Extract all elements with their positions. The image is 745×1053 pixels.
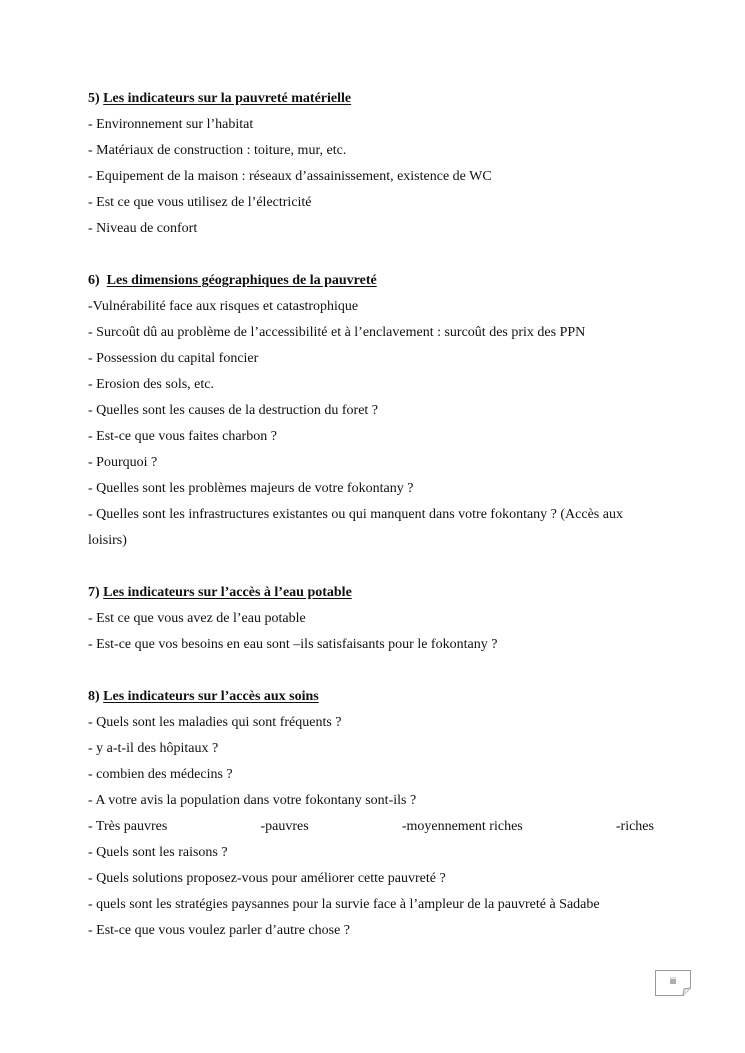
list-item: - Equipement de la maison : réseaux d’assainissement, existence de WC <box>88 169 492 184</box>
page-number-box <box>655 970 691 996</box>
list-item: - Est ce que vous avez de l’eau potable <box>88 611 306 626</box>
section-title: Les dimensions géographiques de la pauvreté <box>106 273 377 288</box>
list-item: - quels sont les stratégies paysannes pour la survie face à l’ampleur de la pauvreté à Sadabe <box>88 897 600 912</box>
choice-moyennement-riches: -moyennement riches <box>401 819 523 834</box>
section-title: Les indicateurs sur l’accès à l’eau potable <box>103 585 352 600</box>
spacer <box>88 658 658 684</box>
document-body <box>88 86 658 944</box>
list-item: - Matériaux de construction : toiture, mur, etc. <box>88 143 347 158</box>
section-number: 5) <box>88 91 100 106</box>
section-title: Les indicateurs sur la pauvreté matérielle <box>103 91 352 106</box>
section-title: Les indicateurs sur l’accès aux soins <box>103 689 319 704</box>
choice-pauvres: -pauvres <box>260 819 309 834</box>
list-item: - Possession du capital foncier <box>88 351 259 366</box>
section-6-heading <box>88 268 658 294</box>
list-item: - Quelles sont les problèmes majeurs de votre fokontany ? <box>88 481 414 496</box>
list-item: - Est-ce que vous voulez parler d’autre chose ? <box>88 923 350 938</box>
list-item: - Quels sont les raisons ? <box>88 845 228 860</box>
list-item: - Erosion des sols, etc. <box>88 377 214 392</box>
poverty-level-choices <box>88 814 654 840</box>
section-8-heading <box>88 684 658 710</box>
spacer <box>88 554 658 580</box>
choice-tres-pauvres: - Très pauvres <box>88 819 168 834</box>
list-item: - Est ce que vous utilisez de l’électricité <box>88 195 312 210</box>
list-item: - Quelles sont les causes de la destruction du foret ? <box>88 403 379 418</box>
list-item: - A votre avis la population dans votre fokontany sont-ils ? <box>88 793 417 808</box>
list-item: - Environnement sur l’habitat <box>88 117 254 132</box>
list-item: - Quels solutions proposez-vous pour améliorer cette pauvreté ? <box>88 871 446 886</box>
list-item: - y a-t-il des hôpitaux ? <box>88 741 219 756</box>
list-item: - Quels sont les maladies qui sont fréquents ? <box>88 715 342 730</box>
list-item: - Niveau de confort <box>88 221 198 236</box>
section-5-heading <box>88 86 658 112</box>
list-item: - Surcoût dû au problème de l’accessibilité et à l’enclavement : surcoût des prix des PPN <box>88 325 586 340</box>
spacer <box>88 242 658 268</box>
page-number: iii <box>670 976 676 986</box>
list-item: - Quelles sont les infrastructures existantes ou qui manquent dans votre fokontany ? (Accès aux loisirs) <box>88 507 623 548</box>
section-number: 7) <box>88 585 100 600</box>
list-item: - Est-ce que vous faites charbon ? <box>88 429 277 444</box>
section-number: 6) <box>88 273 100 288</box>
list-item: - Pourquoi ? <box>88 455 158 470</box>
section-7-heading <box>88 580 658 606</box>
list-item: -Vulnérabilité face aux risques et catastrophique <box>88 299 359 314</box>
section-number: 8) <box>88 689 100 704</box>
choice-riches: -riches <box>615 819 654 834</box>
list-item: - Est-ce que vos besoins en eau sont –ils satisfaisants pour le fokontany ? <box>88 637 498 652</box>
list-item: - combien des médecins ? <box>88 767 233 782</box>
